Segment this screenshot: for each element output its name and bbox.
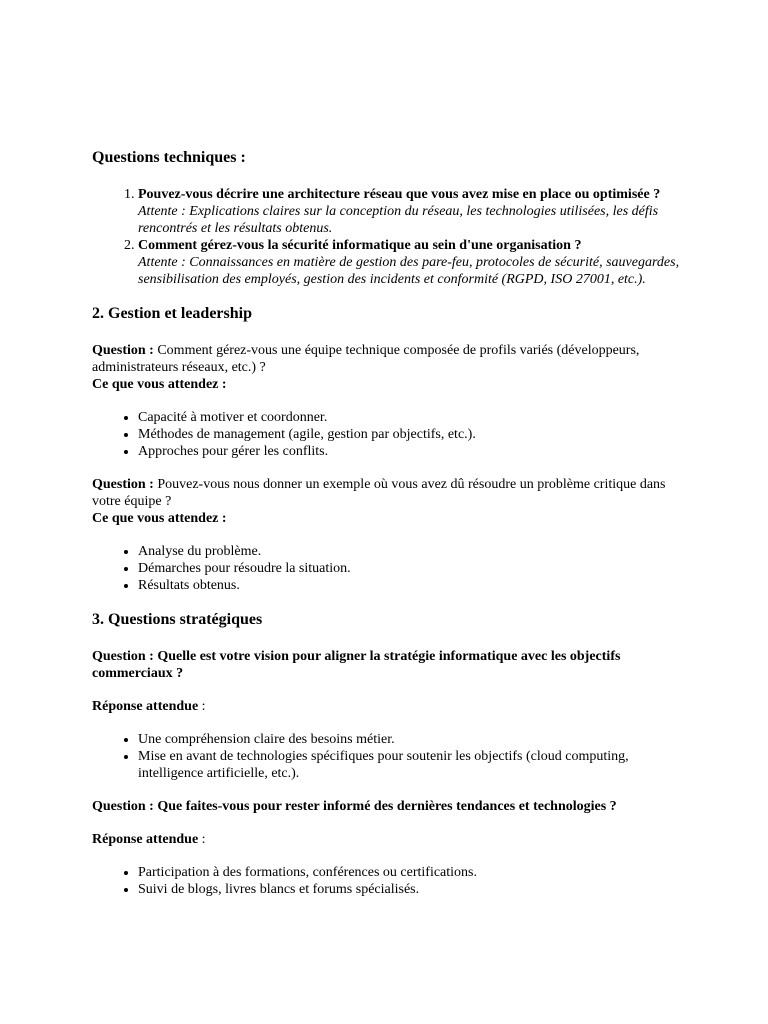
list-item bbox=[138, 237, 692, 288]
list-item: • Analyse du problème. bbox=[138, 543, 692, 560]
list-item: • Résultats obtenus. bbox=[138, 577, 692, 594]
question-text: Question : Que faites-vous pour rester informé des dernières tendances et technologies ? bbox=[92, 799, 617, 814]
bullet-list bbox=[92, 864, 692, 898]
list-item: • Capacité à motiver et coordonner. bbox=[138, 409, 692, 426]
list-item: • Approches pour gérer les conflits. bbox=[138, 443, 692, 460]
question-label: Question : bbox=[92, 477, 154, 492]
heading-questions-strategiques: 3. Questions stratégiques bbox=[92, 611, 263, 628]
list-item bbox=[138, 186, 692, 237]
expected-text: Attente : Connaissances en matière de gestion des pare-feu, protocoles de sécurité, sauvegardes, sensibilisation des employés, gestion des incidents et conformité (RGPD, ISO 27001, etc.). bbox=[138, 255, 680, 287]
list-item: • Participation à des formations, conférences ou certifications. bbox=[138, 864, 692, 881]
bullet-list bbox=[92, 543, 692, 594]
question-paragraph bbox=[92, 476, 692, 527]
heading-questions-techniques: Questions techniques : bbox=[92, 149, 246, 166]
answer-label: Réponse attendue bbox=[92, 699, 199, 714]
answer-suffix: : bbox=[198, 832, 206, 847]
list-item: • Suivi de blogs, livres blancs et forums spécialisés. bbox=[138, 881, 692, 898]
bullet-list bbox=[92, 409, 692, 460]
question-text: Pouvez-vous décrire une architecture réseau que vous avez mise en place ou optimisée ? bbox=[138, 187, 661, 202]
list-item: • Démarches pour résoudre la situation. bbox=[138, 560, 692, 577]
question-paragraph bbox=[92, 342, 692, 393]
list-item: • Une compréhension claire des besoins métier. bbox=[138, 731, 692, 748]
expected-text: Attente : Explications claires sur la conception du réseau, les technologies utilisées, les défis rencontrés et les résultats obtenus. bbox=[138, 204, 659, 236]
question-text: Question : Quelle est votre vision pour aligner la stratégie informatique avec les objectifs commerciaux ? bbox=[92, 649, 621, 681]
question-label: Question : bbox=[92, 343, 154, 358]
answer-paragraph bbox=[92, 831, 692, 848]
question-paragraph bbox=[92, 798, 692, 815]
document-content bbox=[92, 148, 692, 898]
question-text: Comment gérez-vous la sécurité informatique au sein d'une organisation ? bbox=[138, 238, 582, 253]
answer-suffix: : bbox=[198, 699, 206, 714]
bullet-list bbox=[92, 731, 692, 782]
list-item: • Méthodes de management (agile, gestion par objectifs, etc.). bbox=[138, 426, 692, 443]
question-text: Pouvez-vous nous donner un exemple où vous avez dû résoudre un problème critique dans votre équipe ? bbox=[92, 477, 666, 509]
question-text: Comment gérez-vous une équipe technique composée de profils variés (développeurs, administrateurs réseaux, etc.) ? bbox=[92, 343, 640, 375]
heading-gestion-leadership: 2. Gestion et leadership bbox=[92, 305, 252, 322]
question-paragraph bbox=[92, 648, 692, 682]
expect-label: Ce que vous attendez : bbox=[92, 511, 227, 526]
list-item: • Mise en avant de technologies spécifiques pour soutenir les objectifs (cloud computing, intelligence artificielle, etc.). bbox=[138, 748, 692, 782]
technical-questions-list bbox=[92, 186, 692, 288]
expect-label: Ce que vous attendez : bbox=[92, 377, 227, 392]
answer-label: Réponse attendue bbox=[92, 832, 199, 847]
answer-paragraph bbox=[92, 698, 692, 715]
